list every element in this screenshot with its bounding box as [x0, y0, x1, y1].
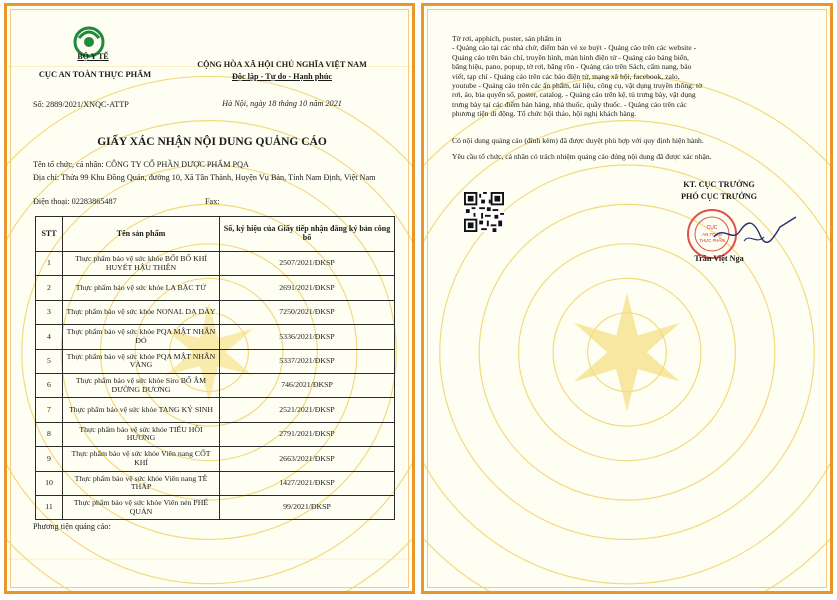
media-line: Quảng cáo trên báo chí, truyền hình, màn hình điện tử - Quảng cáo bảng biển,: [452, 52, 689, 62]
qr-code-icon: [464, 192, 504, 232]
issue-date: Hà Nội, ngày 18 tháng 10 năm 2021: [222, 99, 342, 108]
registration-number: 5336/2021/ĐKSP: [220, 325, 395, 349]
table-row: [36, 349, 395, 373]
signature-title-1: KT. CỤC TRƯỞNG: [683, 180, 755, 189]
registration-number: 2791/2021/ĐKSP: [220, 422, 395, 446]
row-index: 9: [36, 447, 63, 471]
media-line: phương tiện di động. Tổ chức hội thảo, hội nghị khách hàng.: [452, 109, 637, 119]
certificate-page-1: [4, 3, 415, 594]
media-line: youtube - Quảng cáo trên các ấn phẩm, tài liệu, công cụ, vật dụng truyền thông: tờ: [452, 81, 703, 91]
row-index: 11: [36, 495, 63, 519]
table-row: [36, 398, 395, 422]
product-name: Thực phẩm bảo vệ sức khỏe TANG KÝ SINH: [63, 398, 220, 422]
phone-line: Điện thoại: 02283865487: [33, 197, 117, 206]
row-index: 6: [36, 373, 63, 397]
table-row: [36, 325, 395, 349]
address-line: Địa chỉ: Thửa 99 Khu Đồng Quán, đường 10, Xã Tân Thành, Huyện Vụ Bản, Tỉnh Nam Định, Việt Nam: [33, 173, 376, 182]
fax-line: Fax:: [205, 197, 220, 206]
table-row: [36, 252, 395, 276]
product-name: Thực phẩm bảo vệ sức khỏe LA BẶC TỬ: [63, 276, 220, 300]
table-row: [36, 373, 395, 397]
product-name: Thực phẩm bảo vệ sức khỏe BỔI BỔ KHÍ HUYẾT HẬU THIÊN: [63, 252, 220, 276]
row-index: 4: [36, 325, 63, 349]
table-row: [36, 422, 395, 446]
product-name: Thực phẩm bảo vệ sức khỏe Viên nang TÊ THẤP: [63, 471, 220, 495]
product-name: Thực phẩm bảo vệ sức khỏe Viên nang CỐT KHÍ: [63, 447, 220, 471]
row-index: 1: [36, 252, 63, 276]
table-row: [36, 471, 395, 495]
nation-name: CỘNG HÒA XÃ HỘI CHỦ NGHĨA VIỆT NAM: [197, 60, 367, 69]
row-index: 2: [36, 276, 63, 300]
ministry-name: BỘ Y TẾ: [77, 52, 109, 61]
product-name: Thực phẩm bảo vệ sức khỏe Siro BỔ ÂM DƯỠNG DƯƠNG: [63, 373, 220, 397]
certificate-page-2: [421, 3, 833, 594]
handwritten-signature: [710, 211, 800, 251]
row-index: 5: [36, 349, 63, 373]
registration-number: 2663/2021/ĐKSP: [220, 447, 395, 471]
row-index: 10: [36, 471, 63, 495]
media-line: băng hiệu, pano, popup, tờ rơi, băng rôn - Quảng cáo trên Sách, cẩm nang, báo: [452, 62, 692, 72]
product-name: Thực phẩm bảo vệ sức khỏe TIỂU HỒI HƯƠNG: [63, 422, 220, 446]
document-number: Số: 2889/2021/XNQC-ATTP: [33, 100, 129, 109]
column-header-product: Tên sản phẩm: [63, 217, 220, 252]
svg-text:THỰC PHẨM: THỰC PHẨM: [699, 238, 725, 243]
signer-name: Trần Việt Nga: [694, 254, 744, 263]
row-index: 7: [36, 398, 63, 422]
product-table: [35, 216, 395, 520]
product-name: Thực phẩm bảo vệ sức khỏe Viên nén PHẾ QUẢN: [63, 495, 220, 519]
column-header-registration: Số, ký hiệu của Giấy tiếp nhận đăng ký bản công bố: [220, 217, 395, 252]
table-row: [36, 276, 395, 300]
registration-number: 5337/2021/ĐKSP: [220, 349, 395, 373]
row-index: 3: [36, 300, 63, 324]
registration-number: 99/2021/ĐKSP: [220, 495, 395, 519]
registration-number: 1427/2021/ĐKSP: [220, 471, 395, 495]
responsibility-note: Yêu cầu tổ chức, cá nhân có trách nhiệm quảng cáo đúng nội dung đã được xác nhận.: [452, 152, 712, 161]
media-line: viết, tạp chí - Quảng cáo trên các báo điện tử, mạng xã hội, facebook, zalo,: [452, 71, 680, 81]
svg-text:AN TOÀN: AN TOÀN: [702, 232, 722, 237]
column-header-stt: STT: [36, 217, 63, 252]
row-index: 8: [36, 422, 63, 446]
table-header-row: [36, 217, 395, 252]
registration-number: 2521/2021/ĐKSP: [220, 398, 395, 422]
table-row: [36, 495, 395, 519]
product-name: Thực phẩm bảo vệ sức khỏe NONAL DẠ DÀY: [63, 300, 220, 324]
national-motto: Độc lập - Tự do - Hạnh phúc: [231, 72, 333, 81]
table-row: [36, 447, 395, 471]
document-title: GIẤY XÁC NHẬN NỘI DUNG QUẢNG CÁO: [97, 136, 327, 148]
media-line: rơi, áo, bìa quyển sổ, poster, catalog. - Quảng cáo trên kệ, tủ trưng bày, vật dụng: [452, 90, 696, 100]
registration-number: 2507/2021/ĐKSP: [220, 252, 395, 276]
svg-text:CỤC: CỤC: [706, 225, 718, 231]
organization-line: Tên tổ chức, cá nhân: CÔNG TY CỔ PHẦN DƯỢC PHẨM PQA: [33, 160, 249, 169]
signature-title-2: PHÓ CỤC TRƯỞNG: [681, 192, 757, 201]
approval-note: Có nội dung quảng cáo (đính kèm) đã được duyệt phù hợp với quy định hiện hành.: [452, 136, 704, 145]
media-label: Phương tiện quảng cáo:: [33, 522, 111, 531]
table-row: [36, 300, 395, 324]
media-line: - Quảng cáo tại các nhà chờ, điểm bán vé xe buýt - Quảng cáo trên các website -: [452, 43, 697, 53]
registration-number: 7250/2021/ĐKSP: [220, 300, 395, 324]
product-name: Thực phẩm bảo vệ sức khỏe PQA MẬT NHÂN VÀNG: [63, 349, 220, 373]
registration-number: 2691/2021/ĐKSP: [220, 276, 395, 300]
media-list: [452, 34, 822, 119]
media-line: trưng bày tại các điểm bán hàng, nhà thuốc, quầy thuốc. - Quảng cáo trên các: [452, 99, 687, 109]
media-line: Tờ rơi, apphich, poster, sản phẩm in: [452, 34, 562, 43]
registration-number: 746/2021/ĐKSP: [220, 373, 395, 397]
agency-name: CỤC AN TOÀN THỰC PHẨM: [38, 70, 152, 79]
product-name: Thực phẩm bảo vệ sức khỏe PQA MẬT NHÂN ĐỎ: [63, 325, 220, 349]
